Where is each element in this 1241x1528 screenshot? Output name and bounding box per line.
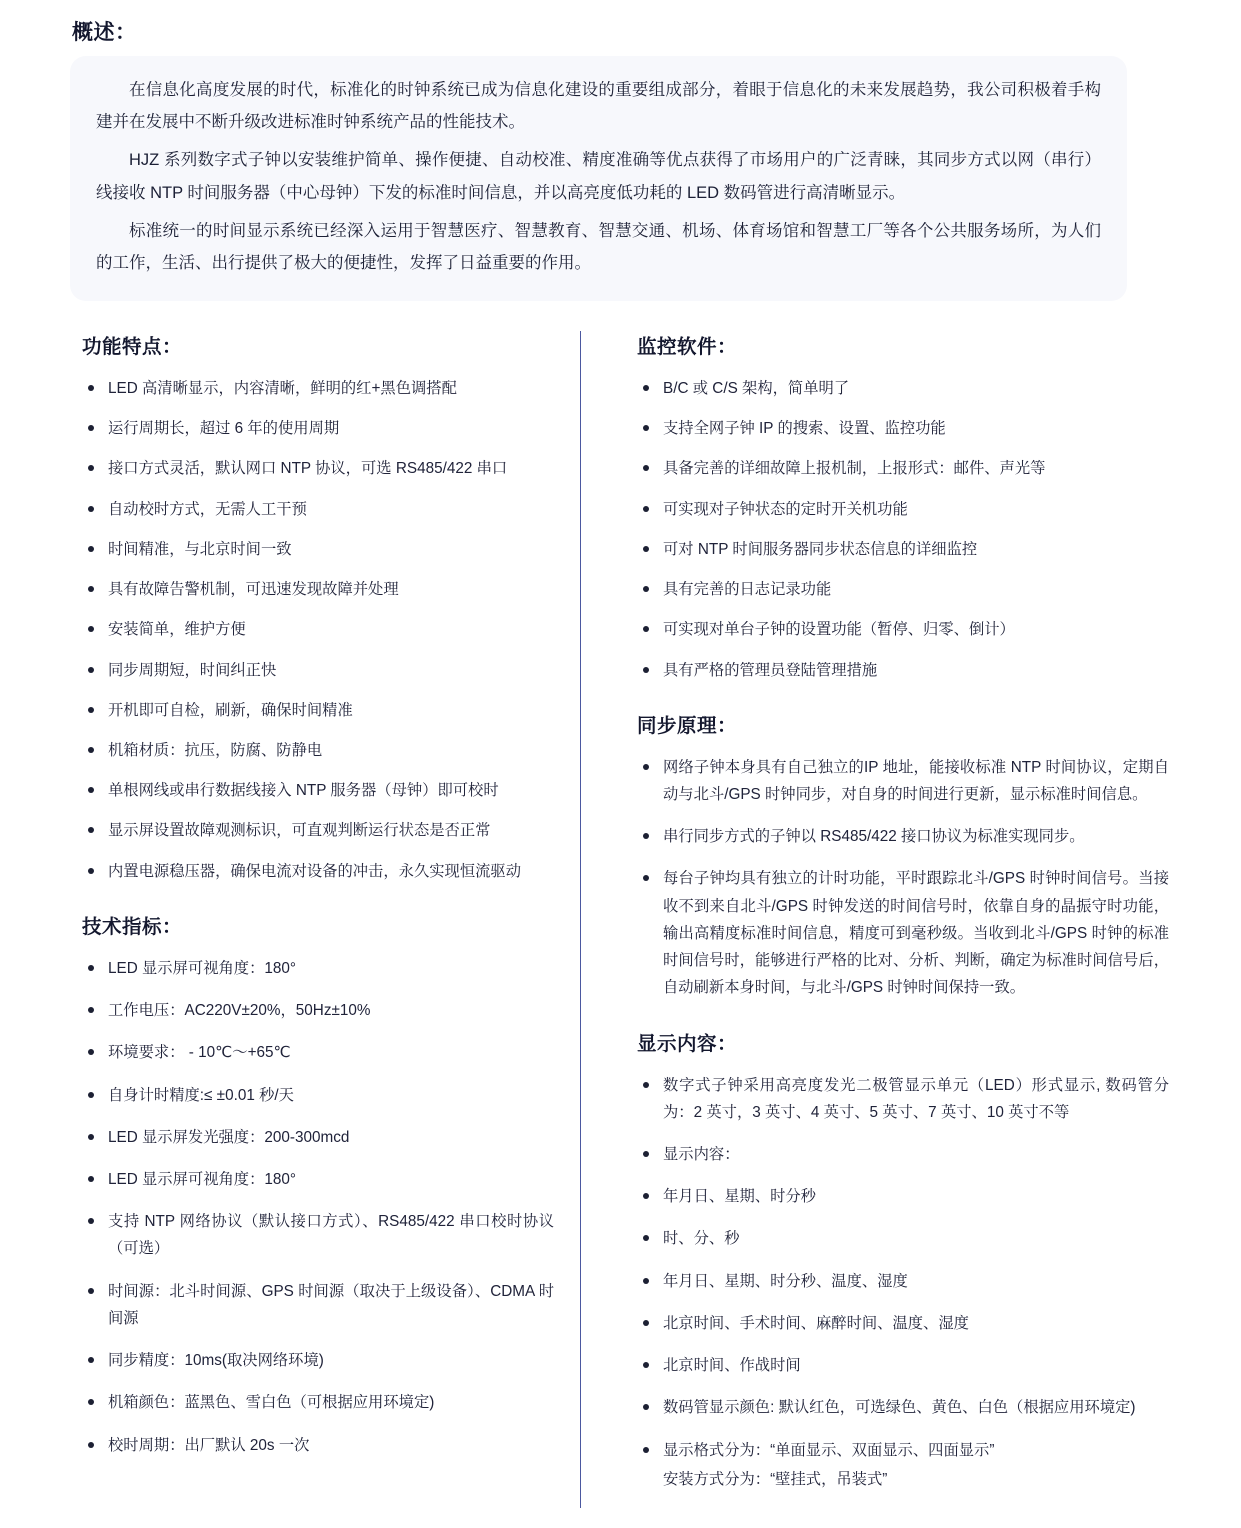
overview-paragraph: 在信息化高度发展的时代，标准化的时钟系统已成为信息化建设的重要组成部分，着眼于信息化的未来发展趋势，我公司积极着手构建并在发展中不断升级改进标准时钟系统产品的性能技术。 (96, 81, 1101, 132)
specs-title: 技术指标： (82, 915, 183, 938)
sync-block (637, 710, 1169, 1002)
list-item: 自动校时方式，无需人工干预 (82, 496, 554, 523)
list-item: 安装简单，维护方便 (82, 616, 554, 643)
list-item: B/C 或 C/S 架构，简单明了 (637, 375, 1169, 402)
list-item: 支持 NTP 网络协议（默认接口方式）、RS485/422 串口校时协议（可选） (82, 1208, 554, 1262)
display-title: 显示内容： (637, 1032, 738, 1055)
list-item: LED 高清晰显示，内容清晰，鲜明的红+黑色调搭配 (82, 375, 554, 402)
overview-section (60, 16, 1181, 301)
list-item: 可实现对单台子钟的设置功能（暂停、归零、倒计） (637, 616, 1169, 643)
sync-title: 同步原理： (637, 714, 738, 737)
overview-paragraph: HJZ 系列数字式子钟以安装维护简单、操作便捷、自动校准、精度准确等优点获得了市场用户的广泛青睐，其同步方式以网（串行）线接收 NTP 时间服务器（中心母钟）下发的标准时间信息，并以高亮度低功耗的 LED 数码管进行高清晰显示。 (96, 151, 1101, 202)
list-item-display-format (637, 1437, 1169, 1493)
features-list (82, 375, 554, 885)
install-method-line: 安装方式分为：“壁挂式，吊装式” (663, 1470, 888, 1488)
list-item: 工作电压：AC220V±20%，50Hz±10% (82, 997, 554, 1024)
list-item: 时间源：北斗时间源、GPS 时间源（取决于上级设备）、CDMA 时间源 (82, 1278, 554, 1332)
list-item: 同步精度：10ms(取决网络环境) (82, 1347, 554, 1374)
specs-block (82, 911, 554, 1459)
list-item: 年月日、星期、时分秒 (637, 1183, 1169, 1210)
list-item: 数字式子钟采用高亮度发光二极管显示单元（LED）形式显示, 数码管分为：2 英寸，3 英寸、4 英寸、5 英寸、7 英寸、10 英寸不等 (637, 1072, 1169, 1126)
software-title: 监控软件： (637, 336, 738, 359)
list-item: 环境要求： - 10℃～+65℃ (82, 1039, 554, 1066)
list-item: LED 显示屏可视角度：180° (82, 1166, 554, 1193)
list-item: 具有故障告警机制，可迅速发现故障并处理 (82, 576, 554, 603)
software-block (637, 331, 1169, 684)
list-item: 时、分、秒 (637, 1225, 1169, 1252)
list-item: 每台子钟均具有独立的计时功能，平时跟踪北斗/GPS 时钟时间信号。当接收不到来自北斗/GPS 时钟发送的时间信号时，依靠自身的晶振守时功能，输出高精度标准时间信息，精度可到毫秒级。当收到北斗/GPS 时钟的标准时间信号时，能够进行严格的比对、分析、判断，确定为标准时间信号后，自动刷新本身时间，与北斗/GPS 时钟时间保持一致。 (637, 865, 1169, 1001)
list-item: 接口方式灵活，默认网口 NTP 协议，可选 RS485/422 串口 (82, 455, 554, 482)
list-item: 年月日、星期、时分秒、温度、湿度 (637, 1268, 1169, 1295)
list-item: 时间精准，与北京时间一致 (82, 536, 554, 563)
body-columns (60, 331, 1181, 1508)
list-item: 校时周期：出厂默认 20s 一次 (82, 1432, 554, 1459)
overview-box (70, 56, 1127, 301)
list-item: 机箱颜色：蓝黑色、雪白色（可根据应用环境定) (82, 1389, 554, 1416)
features-block (82, 331, 554, 885)
list-item: LED 显示屏可视角度：180° (82, 955, 554, 982)
list-item: 开机即可自检，刷新，确保时间精准 (82, 697, 554, 724)
display-format-line: 显示格式分为：“单面显示、双面显示、四面显示” (663, 1441, 995, 1459)
list-item: 数码管显示颜色: 默认红色，可选绿色、黄色、白色（根据应用环境定) (637, 1394, 1169, 1421)
list-item: 同步周期短，时间纠正快 (82, 657, 554, 684)
list-item: 机箱材质：抗压，防腐、防静电 (82, 737, 554, 764)
display-block (637, 1028, 1169, 1493)
list-item: 具有严格的管理员登陆管理措施 (637, 657, 1169, 684)
right-column (581, 331, 1181, 1508)
list-item: 北京时间、作战时间 (637, 1352, 1169, 1379)
left-column (60, 331, 580, 1508)
list-item: 显示屏设置故障观测标识，可直观判断运行状态是否正常 (82, 817, 554, 844)
specs-list (82, 955, 554, 1459)
list-item: 可对 NTP 时间服务器同步状态信息的详细监控 (637, 536, 1169, 563)
display-list (637, 1072, 1169, 1493)
list-item: 具备完善的详细故障上报机制，上报形式：邮件、声光等 (637, 455, 1169, 482)
list-item: 具有完善的日志记录功能 (637, 576, 1169, 603)
sync-list (637, 754, 1169, 1002)
list-item: 运行周期长，超过 6 年的使用周期 (82, 415, 554, 442)
column-divider (580, 331, 581, 1508)
list-item: 网络子钟本身具有自己独立的IP 地址，能接收标准 NTP 时间协议，定期自动与北斗/GPS 时钟同步，对自身的时间进行更新，显示标准时间信息。 (637, 754, 1169, 808)
list-item: 支持全网子钟 IP 的搜索、设置、监控功能 (637, 415, 1169, 442)
list-item: 单根网线或串行数据线接入 NTP 服务器（母钟）即可校时 (82, 777, 554, 804)
list-item: 显示内容： (637, 1141, 1169, 1168)
list-item: LED 显示屏发光强度：200-300mcd (82, 1124, 554, 1151)
overview-paragraph: 标准统一的时间显示系统已经深入运用于智慧医疗、智慧教育、智慧交通、机场、体育场馆和智慧工厂等各个公共服务场所，为人们的工作，生活、出行提供了极大的便捷性，发挥了日益重要的作用。 (96, 221, 1101, 272)
list-item: 串行同步方式的子钟以 RS485/422 接口协议为标准实现同步。 (637, 823, 1169, 850)
overview-heading: 概述： (72, 21, 137, 44)
list-item: 北京时间、手术时间、麻醉时间、温度、湿度 (637, 1310, 1169, 1337)
software-list (637, 375, 1169, 684)
list-item: 自身计时精度:≤ ±0.01 秒/天 (82, 1082, 554, 1109)
list-item: 可实现对子钟状态的定时开关机功能 (637, 496, 1169, 523)
list-item: 内置电源稳压器，确保电流对设备的冲击，永久实现恒流驱动 (82, 858, 554, 885)
features-title: 功能特点： (82, 336, 183, 359)
